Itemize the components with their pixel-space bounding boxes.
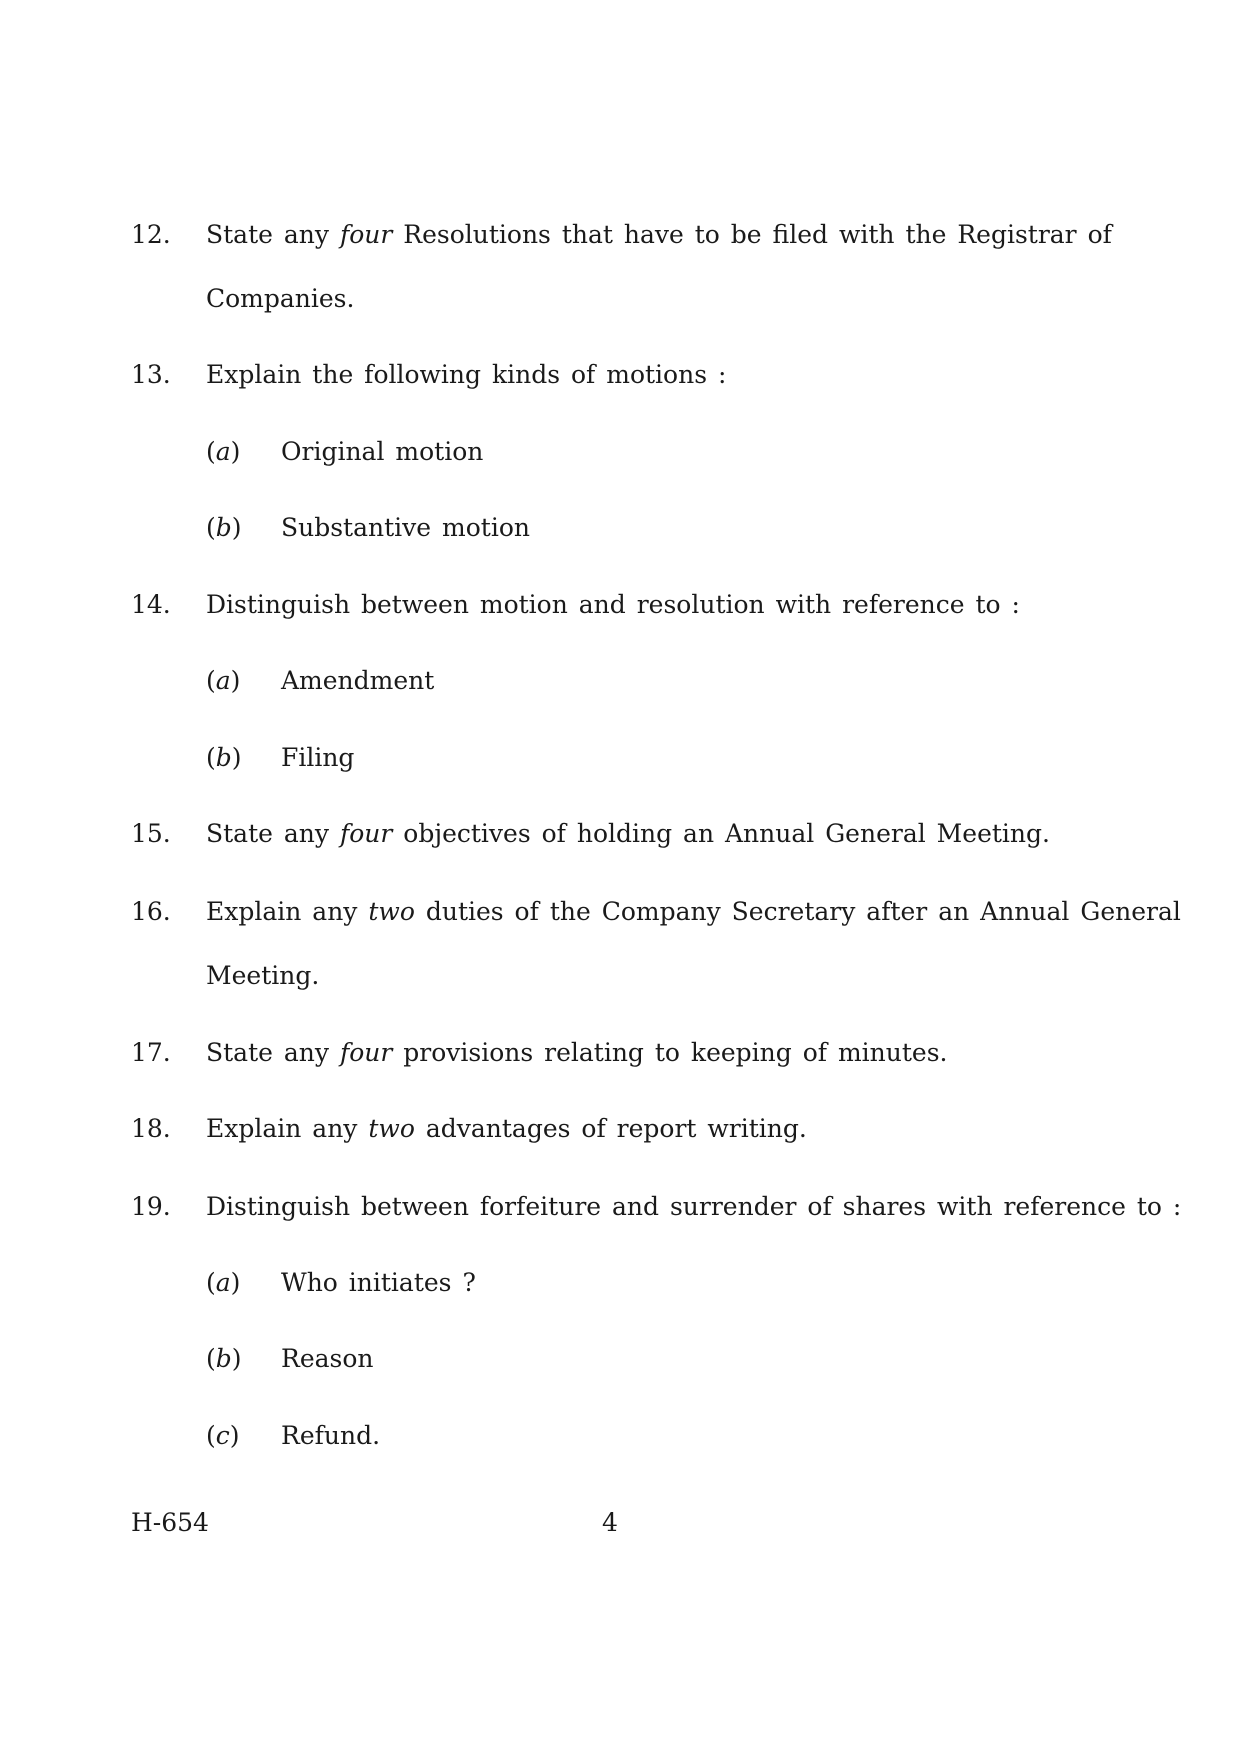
- question-number: 17.: [131, 1038, 171, 1067]
- question-number: 19.: [131, 1192, 171, 1221]
- question-text: Explain any two advantages of report writing.: [206, 1114, 807, 1143]
- question-number: 15.: [131, 819, 171, 848]
- question-number: 13.: [131, 360, 171, 389]
- sub-item-label: (a): [206, 437, 241, 466]
- question-text: Distinguish between forfeiture and surrender of shares with reference to :: [206, 1192, 1182, 1221]
- question-text: State any four objectives of holding an Annual General Meeting.: [206, 819, 1050, 848]
- sub-item-text: Amendment: [281, 666, 435, 695]
- question-text-continuation: Meeting.: [206, 961, 320, 990]
- sub-item-label: (a): [206, 1268, 241, 1297]
- sub-item-label: (c): [206, 1421, 240, 1450]
- sub-item-text: Original motion: [281, 437, 484, 466]
- sub-item-label: (a): [206, 666, 241, 695]
- question-text: Explain any two duties of the Company Secretary after an Annual General: [206, 897, 1181, 926]
- question-text: Explain the following kinds of motions :: [206, 360, 727, 389]
- sub-item-text: Who initiates ?: [281, 1268, 476, 1297]
- question-number: 14.: [131, 590, 171, 619]
- sub-item-label: (b): [206, 513, 242, 542]
- sub-item-label: (b): [206, 1344, 242, 1373]
- sub-item-text: Filing: [281, 743, 355, 772]
- question-number: 18.: [131, 1114, 171, 1143]
- question-text: State any four provisions relating to keeping of minutes.: [206, 1038, 948, 1067]
- sub-item-text: Refund.: [281, 1421, 381, 1450]
- question-number: 16.: [131, 897, 171, 926]
- question-number: 12.: [131, 220, 171, 249]
- sub-item-label: (b): [206, 743, 242, 772]
- question-text: Distinguish between motion and resolution with reference to :: [206, 590, 1020, 619]
- question-text: State any four Resolutions that have to be filed with the Registrar of: [206, 220, 1112, 249]
- paper-code: H-654: [131, 1508, 209, 1537]
- sub-item-text: Substantive motion: [281, 513, 530, 542]
- sub-item-text: Reason: [281, 1344, 374, 1373]
- page-number: 4: [602, 1508, 618, 1537]
- question-text-continuation: Companies.: [206, 284, 355, 313]
